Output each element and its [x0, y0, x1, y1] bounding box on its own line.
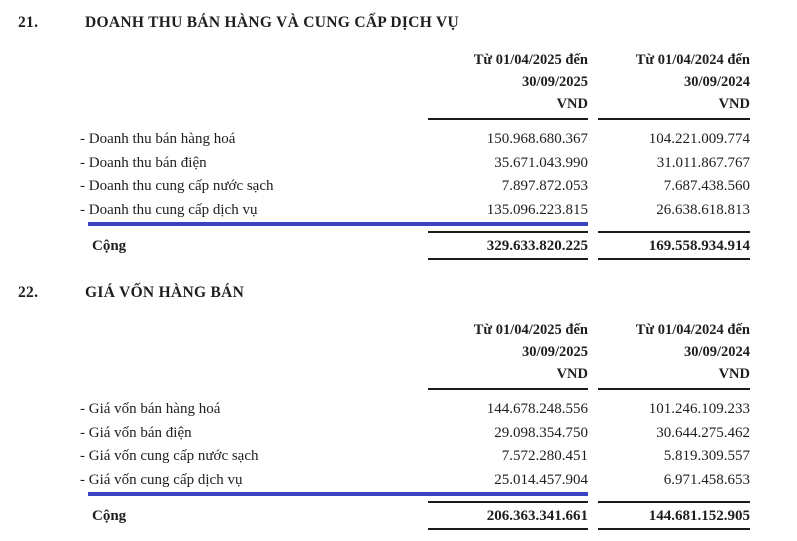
section-cogs [18, 284, 797, 530]
value-2025: 7.897.872.053 [501, 178, 588, 194]
period-column-2024 [598, 49, 750, 120]
value-2025: 29.098.354.750 [494, 424, 588, 441]
value-2024: 26.638.618.813 [656, 201, 750, 218]
row-label: - Giá vốn cung cấp dịch vụ [80, 471, 243, 488]
table-row [78, 422, 752, 446]
period-end-label: 30/09/2024 [683, 74, 750, 90]
table-row [78, 152, 752, 176]
table-body [78, 390, 752, 492]
period-end-label: 30/09/2025 [521, 344, 588, 360]
value-2025: 135.096.223.815 [486, 201, 588, 218]
total-label: Cộng [92, 238, 127, 254]
period-column-2025 [428, 49, 588, 120]
row-label: - Doanh thu bán hàng hoá [80, 131, 236, 147]
table-row [78, 398, 752, 422]
period-from-label: Từ 01/04/2025 đến [473, 52, 588, 68]
table-row [78, 175, 752, 199]
value-2024: 31.011.867.767 [656, 154, 750, 171]
section-title: GIÁ VỐN HÀNG BÁN [85, 284, 245, 301]
period-end-label: 30/09/2024 [683, 344, 750, 360]
period-end-label: 30/09/2025 [521, 74, 588, 90]
table-header-row [78, 319, 752, 390]
period-column-2024 [598, 319, 750, 390]
table-row-highlighted [78, 199, 752, 223]
period-from-label: Từ 01/04/2024 đến [635, 52, 750, 68]
table-row [78, 445, 752, 469]
total-value-2025: 206.363.341.661 [428, 501, 588, 530]
value-2024: 30.644.275.462 [656, 424, 750, 441]
currency-unit-label: VND [718, 96, 750, 112]
value-2024: 104.221.009.774 [648, 131, 750, 147]
table-row [78, 128, 752, 152]
total-row [78, 231, 752, 260]
section-title: DOANH THU BÁN HÀNG VÀ CUNG CẤP DỊCH VỤ [85, 14, 459, 31]
value-2024: 5.819.309.557 [663, 448, 750, 464]
total-label: Cộng [92, 508, 127, 524]
total-value-2024: 144.681.152.905 [598, 501, 750, 530]
total-block [78, 231, 752, 260]
section-heading [18, 14, 797, 32]
currency-unit-label: VND [556, 96, 588, 112]
row-label: - Giá vốn bán điện [80, 424, 192, 441]
period-from-label: Từ 01/04/2024 đến [635, 322, 750, 338]
total-value-2025: 329.633.820.225 [428, 231, 588, 260]
value-2025: 35.671.043.990 [494, 154, 588, 171]
value-2025: 7.572.280.451 [501, 448, 588, 464]
row-label: - Doanh thu bán điện [80, 154, 207, 171]
currency-unit-label: VND [556, 366, 588, 382]
row-label: - Giá vốn bán hàng hoá [80, 401, 221, 417]
highlight-underline [88, 222, 588, 226]
row-label: - Doanh thu cung cấp nước sạch [80, 178, 274, 194]
total-row [78, 501, 752, 530]
section-heading [18, 284, 797, 302]
total-block [78, 501, 752, 530]
value-2025: 144.678.248.556 [486, 401, 588, 417]
value-2024: 101.246.109.233 [648, 401, 750, 417]
section-number: 21. [18, 14, 39, 31]
value-2025: 25.014.457.904 [494, 471, 588, 488]
total-value-2024: 169.558.934.914 [598, 231, 750, 260]
table-body [78, 120, 752, 222]
row-label: - Doanh thu cung cấp dịch vụ [80, 201, 258, 218]
row-label: - Giá vốn cung cấp nước sạch [80, 448, 259, 464]
table-row-highlighted [78, 469, 752, 493]
currency-unit-label: VND [718, 366, 750, 382]
revenue-table [78, 49, 752, 260]
period-from-label: Từ 01/04/2025 đến [473, 322, 588, 338]
section-number: 22. [18, 284, 39, 301]
cogs-table [78, 319, 752, 530]
value-2024: 7.687.438.560 [663, 178, 750, 194]
period-column-2025 [428, 319, 588, 390]
highlight-underline [88, 492, 588, 496]
section-revenue [18, 14, 797, 260]
table-header-row [78, 49, 752, 120]
value-2024: 6.971.458.653 [663, 471, 750, 488]
value-2025: 150.968.680.367 [486, 131, 588, 147]
